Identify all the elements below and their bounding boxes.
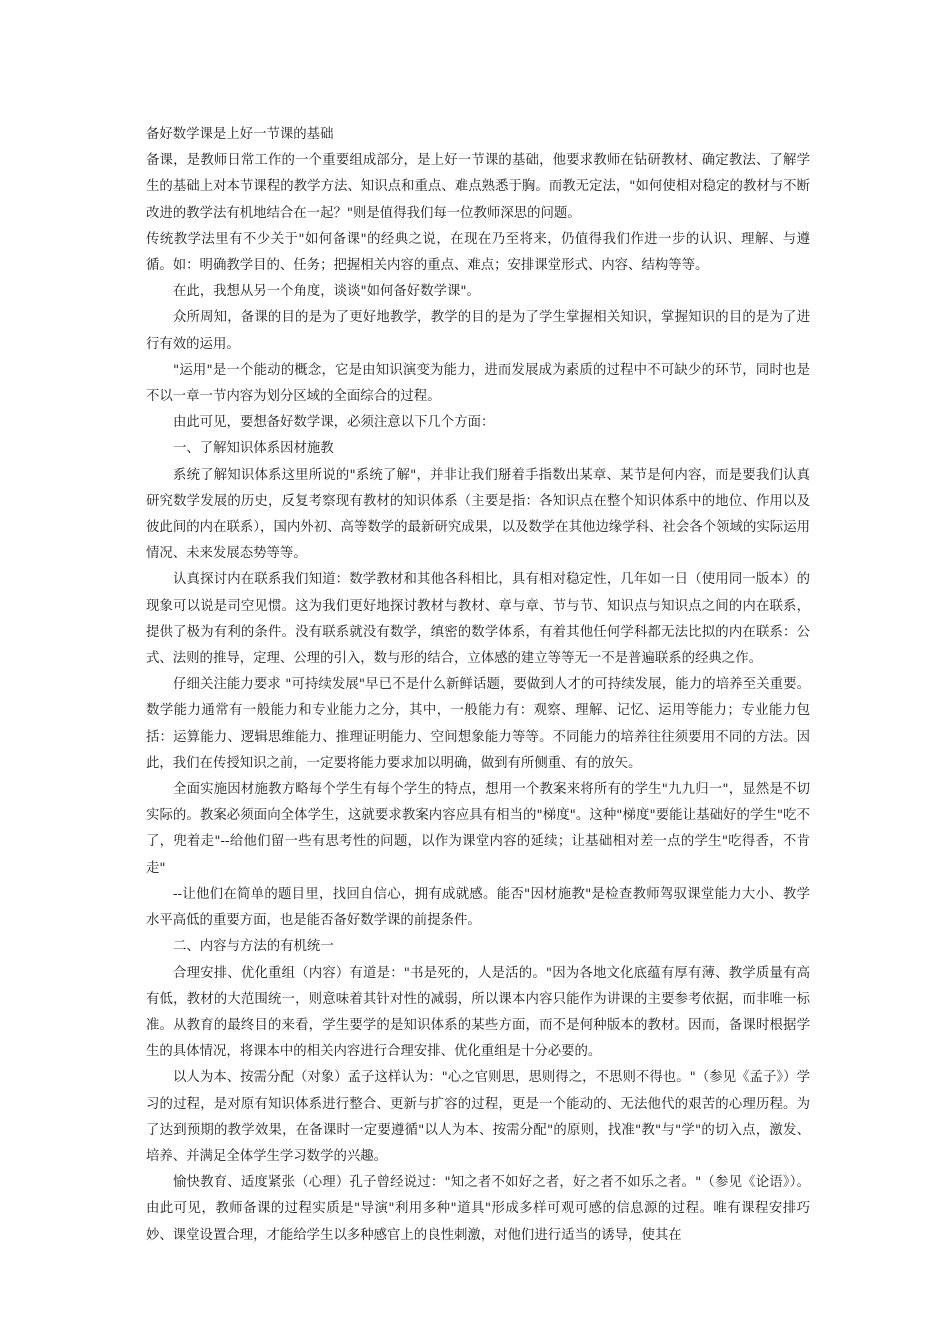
document-body — [146, 122, 810, 1249]
paragraph: 仔细关注能力要求 "可持续发展"早已不是什么新鲜话题，要做到人才的可持续发展，能力的培养至关重要。数学能力通常有一般能力和专业能力之分，其中，一般能力有：观察、理解、记忆、运用等能力；专业能力包括：运算能力、逻辑思维能力、推理证明能力、空间想象能力等等。不同能力的培养往往须要用不同的方法。因此，我们在传授知识之前，一定要将能力要求加以明确，做到有所侧重、有的放矢。 — [146, 677, 810, 771]
paragraph: 以人为本、按需分配（对象）孟子这样认为："心之官则思，思则得之，不思则不得也。"（参见《孟子》）学习的过程，是对原有知识体系进行整合、更新与扩容的过程，更是一个能动的、无法他代的艰苦的心理历程。为了达到预期的教学效果，在备课时一定要遵循"以人为本、按需分配"的原则，找准"教"与"学"的切入点，激发、培养、并满足全体学生学习数学的兴趣。 — [146, 1070, 810, 1164]
paragraph: 在此，我想从另一个角度，谈谈"如何备好数学课"。 — [173, 284, 480, 300]
paragraph: 认真探讨内在联系我们知道：数学教材和其他各科相比，具有相对稳定性，几年如一日（使用同一版本）的现象可以说是司空见惯。这为我们更好地探讨教材与教材、章与章、节与节、知识点与知识点之间的内在联系，提供了极为有利的条件。没有联系就没有数学，缜密的数学体系，有着其他任何学科都无法比拟的内在联系：公式、法则的推导，定理、公理的引入，数与形的结合，立体感的建立等等无一不是普遍联系的经典之作。 — [146, 572, 810, 667]
document-title: 备好数学课是上好一节课的基础 — [146, 127, 334, 142]
paragraph-list — [146, 148, 810, 1249]
paragraph: 愉快教育、适度紧张（心理）孔子曾经说过："知之者不如好之者，好之者不如乐之者。"（参见《论语》）。由此可见，教师备课的过程实质是"导演"利用多种"道具"形成多样可观可感的信息源的过程。唯有课程安排巧妙、课堂设置合理，才能给学生以多种感官上的良性刺激，对他们进行适当的诱导，使其在 — [146, 1175, 810, 1243]
paragraph: 一、了解知识体系因材施教 — [173, 441, 334, 457]
paragraph: 由此可见，要想备好数学课，必须注意以下几个方面： — [173, 415, 495, 431]
paragraph: 传统教学法里有不少关于"如何备课"的经典之说，在现在乃至将来，仍值得我们作进一步的认识、理解、与遵循。如：明确教学目的、任务；把握相关内容的重点、难点；安排课堂形式、内容、结构等等。 — [146, 231, 810, 274]
paragraph: "运用"是一个能动的概念，它是由知识演变为能力，进而发展成为素质的过程中不可缺少的环节，同时也是不以一章一节内容为划分区域的全面综合的过程。 — [146, 362, 810, 405]
paragraph: 众所周知，备课的目的是为了更好地教学，教学的目的是为了学生掌握相关知识，掌握知识的目的是为了进行有效的运用。 — [146, 310, 810, 352]
paragraph: 全面实施因材施教方略每个学生有每个学生的特点，想用一个教案来将所有的学生"九九归一"，显然是不切实际的。教案必须面向全体学生，这就要求教案内容应具有相当的"梯度"。这种"梯度"要能让基础好的学生"吃不了，兜着走"--给他们留一些有思考性的问题，以作为课堂内容的延续；让基础相对差一点的学生"吃得香，不肯走" — [146, 782, 810, 876]
paragraph: 系统了解知识体系这里所说的"系统了解"，并非让我们掰着手指数出某章、某节是何内容，而是要我们认真研究数学发展的历史，反复考察现有教材的知识体系（主要是指：各知识点在整个知识体系中的地位、作用以及彼此间的内在联系），国内外初、高等数学的最新研究成果，以及数学在其他边缘学科、社会各个领域的实际运用情况、未来发展态势等等。 — [146, 467, 810, 562]
paragraph: 合理安排、优化重组（内容）有道是："书是死的，人是活的。"因为各地文化底蕴有厚有薄、教学质量有高有低，教材的大范围统一，则意味着其针对性的减弱，所以课本内容只能作为讲课的主要参考依据，而非唯一标准。从教育的最终目的来看，学生要学的是知识体系的某些方面，而不是何种版本的教材。因而，备课时根据学生的具体情况，将课本中的相关内容进行合理安排、优化重组是十分必要的。 — [146, 965, 810, 1060]
paragraph: 备课，是教师日常工作的一个重要组成部分，是上好一节课的基础，他要求教师在钻研教材、确定教法、了解学生的基础上对本节课程的教学方法、知识点和重点、难点熟悉于胸。而教无定法，"如何使相对稳定的教材与不断改进的教学法有机地结合在一起？"则是值得我们每一位教师深思的问题。 — [146, 153, 810, 221]
paragraph: --让他们在简单的题目里，找回自信心，拥有成就感。能否"因材施教"是检查教师驾驭课堂能力大小、教学水平高低的重要方面，也是能否备好数学课的前提条件。 — [146, 886, 810, 929]
paragraph: 二、内容与方法的有机统一 — [173, 939, 334, 955]
